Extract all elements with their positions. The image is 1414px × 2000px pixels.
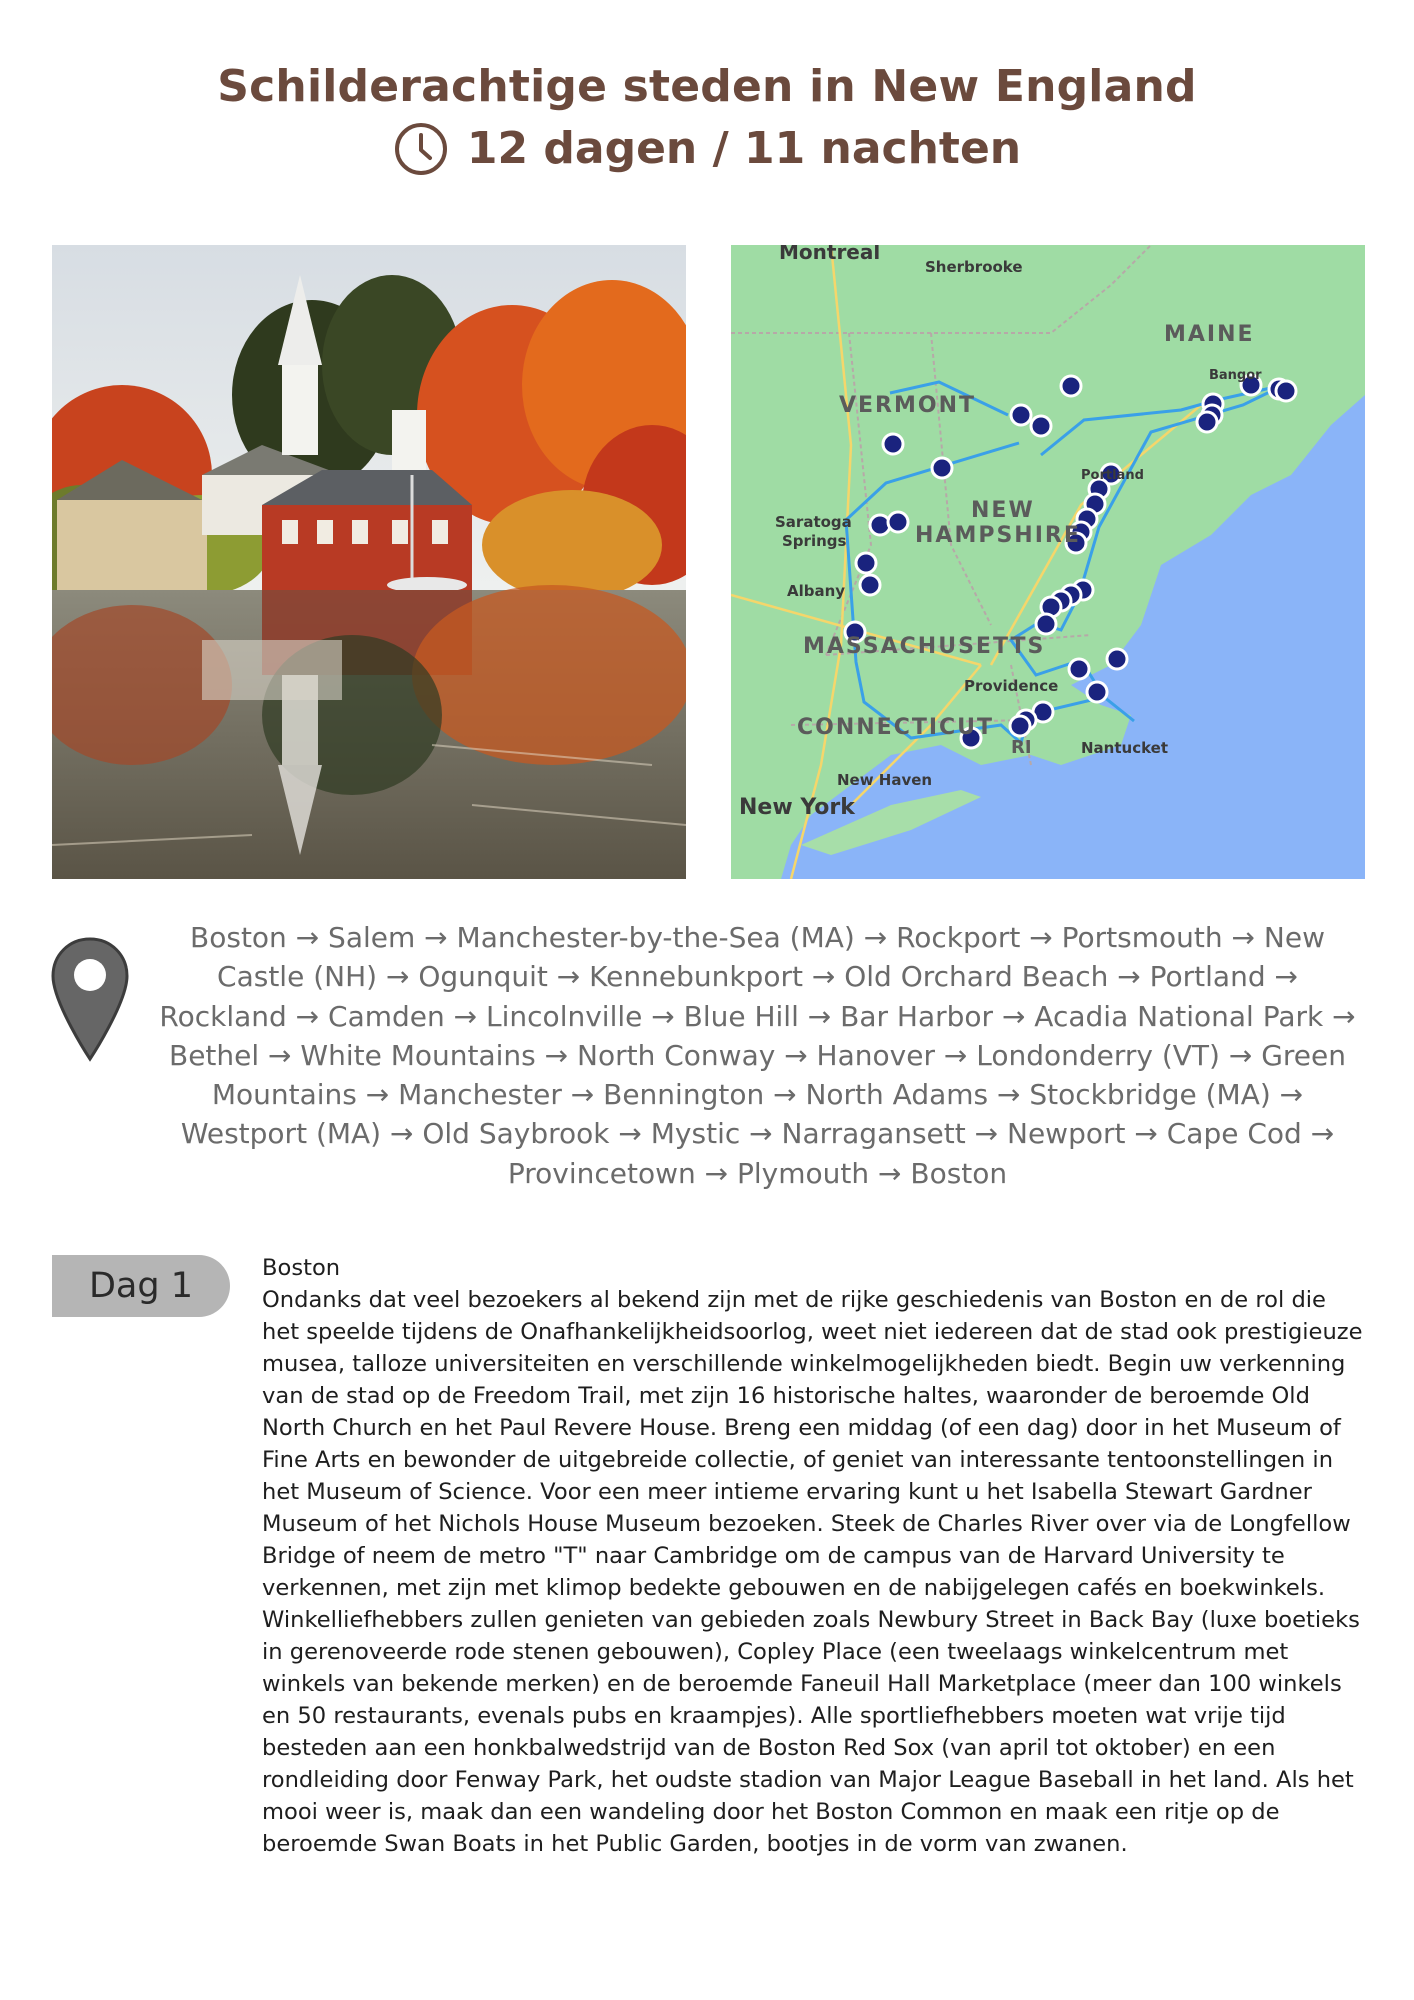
map-label-new-york: New York: [739, 795, 855, 820]
map-label-hampshire: HAMPSHIRE: [915, 523, 1081, 548]
map-label-maine: MAINE: [1164, 322, 1255, 347]
day-badge: [52, 1255, 230, 1317]
map-label-connecticut: CONNECTICUT: [797, 715, 995, 740]
map-label-vermont: VERMONT: [839, 393, 977, 418]
trip-duration: 12 dagen / 11 nachten: [466, 123, 1022, 174]
autumn-church-photo: [52, 245, 686, 879]
map-label-massachusetts: MASSACHUSETTS: [803, 634, 1046, 659]
map-label-saratoga: Saratoga: [775, 513, 852, 531]
day-city: Boston: [262, 1255, 341, 1281]
page-title: Schilderachtige steden in New England: [217, 61, 1197, 112]
location-pin-icon: [50, 935, 130, 1065]
day-label: Dag 1: [88, 1266, 193, 1306]
map-label-albany: Albany: [787, 582, 846, 600]
duration-line: [0, 120, 1414, 178]
map-label-nantucket: Nantucket: [1081, 739, 1169, 757]
page-header: [0, 58, 1414, 178]
map-label-ri: RI: [1011, 737, 1032, 758]
clock-icon: [393, 121, 449, 177]
map-label-springs: Springs: [782, 532, 847, 550]
map-label-portland: Portland: [1081, 468, 1144, 483]
route-description: Boston → Salem → Manchester-by-the-Sea (MA) → Rockport → Portsmouth → New Castle (NH) → Ogunquit → Kennebunkport → Old Orchard Beach → Portland → Rockland → Camden → Lincolnville → Blue Hill → Bar Harbor → Acadia National Park → Bethel → White Mountains → North Conway → Hanover → Londonderry (VT) → Green Mountains → Manchester → Bennington → North Adams → Stockbridge (MA) → Westport (MA) → Old Saybrook → Mystic → Narragansett → Newport → Cape Cod → Provincetown → Plymouth → Boston: [159, 921, 1356, 1190]
map-label-montreal: Montreal: [779, 245, 881, 264]
map-label-bangor: Bangor: [1209, 368, 1262, 383]
day-text: Ondanks dat veel bezoekers al bekend zijn met de rijke geschiedenis van Boston en de rol die het speelde tijdens de Onafhankelijkheidsoorlog, weet niet iedereen dat de stad ook prestigieuze musea, talloze universiteiten en verschillende winkelmogelijkheden biedt. Begin uw verkenning van de stad op de Freedom Trail, met zijn 16 historische haltes, waaronder de beroemde Old North Church en het Paul Revere House. Breng een middag (of een dag) door in het Museum of Fine Arts en bewonder de uitgebreide collectie, of geniet van interessante tentoonstellingen in het Museum of Science. Voor een meer intieme ervaring kunt u het Isabella Stewart Gardner Museum of het Nichols House Museum bezoeken. Steek de Charles River over via de Longfellow Bridge of neem de metro "T" naar Cambridge om de campus van de Harvard University te verkennen, met zijn met klimop bedekte gebouwen en de nabijgelegen cafés en boekwinkels. Winkelliefhebbers zullen genieten van gebieden zoals Newbury Street in Back Bay (luxe boetieks in gerenoveerde rode stenen gebouwen), Copley Place (een tweelaags winkelcentrum met winkels van bekende merken) en de beroemde Faneuil Hall Marketplace (meer dan 100 winkels en 50 restaurants, evenals pubs en kraampjes). Alle sportliefhebbers moeten wat vrije tijd besteden aan een honkbalwedstrijd van de Boston Red Sox (van april tot oktober) en een rondleiding door Fenway Park, het oudste stadion van Major League Baseball in het land. Als het mooi weer is, maak dan een wandeling door het Boston Common en maak een ritje op de beroemde Swan Boats in het Public Garden, bootjes in de vorm van zwanen.: [262, 1287, 1363, 1857]
map-label-new: NEW: [971, 498, 1035, 523]
map-label-providence: Providence: [964, 677, 1059, 695]
day-description: [262, 1252, 1366, 1860]
route-map: [731, 245, 1365, 879]
map-label-new-haven: New Haven: [837, 771, 933, 789]
map-label-sherbrooke: Sherbrooke: [925, 258, 1023, 276]
